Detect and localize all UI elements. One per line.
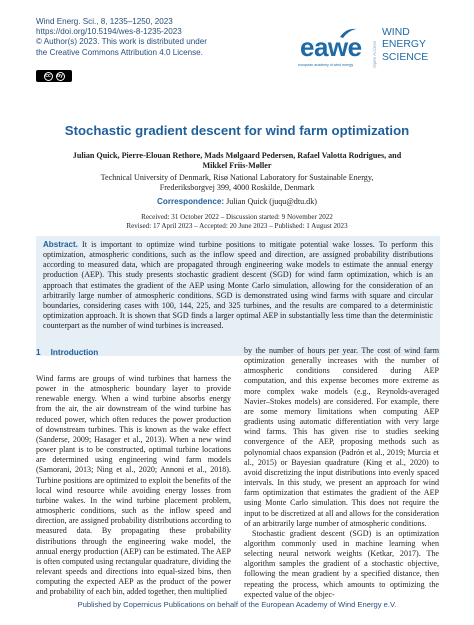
- publisher-footer: Published by Copernicus Publications on behalf of the European Academy of Wind Energy e.V.: [77, 600, 397, 609]
- correspondence-email[interactable]: Julian Quick (juqu@dtu.dk): [226, 197, 317, 206]
- correspondence: [0, 197, 474, 206]
- license-line: the Creative Commons Attribution 4.0 License.: [36, 47, 203, 57]
- abstract-body: It is important to optimize wind turbine positions to mitigate potential wake losses. To perform this optimization, atmospheric conditions, such as the inflow speed and direction, are assigned probability distributions according to measured data, which are propagated through engineering wake models to estimate the annual energy production (AEP). This study presents stochastic gradient descent (SGD) for wind farm optimization, which is an approach that estimates the gradient of the AEP using Monte Carlo simulation, allowing for the consideration of an arbitrarily large number of atmospheric conditions. SGD is demonstrated using wind farms with square and circular boundaries, considering cases with 100, 144, 225, and 325 turbines, and the results are compared to a deterministic optimization approach. It is shown that SGD finds a larger optimal AEP in substantially less time than the deterministic counterpart as the number of wind turbines is increased.: [43, 240, 433, 331]
- body-column-left: [36, 374, 231, 597]
- eawe-tagline: european academy of wind energy: [298, 63, 354, 67]
- section-title: Introduction: [50, 348, 99, 357]
- section-number: 1: [36, 348, 41, 357]
- author-list: Julian Quick, Pierre-Elouan Rethore, Mads Mølgaard Pedersen, Rafael Valotta Rodrigues, and Mikkel Friis-Møller: [72, 151, 402, 171]
- section-heading-introduction: [36, 348, 98, 357]
- journal-citation-block: [36, 17, 207, 58]
- affiliation: Technical University of Denmark, Risø National Laboratory for Sustainable Energy, Frederiksborgvej 399, 4000 Roskilde, Denmark: [100, 173, 374, 193]
- publication-dates: Received: 31 October 2022 – Discussion started: 9 November 2022 Revised: 17 April 2023 – Accepted: 20 June 2023 – Published: 1 August 2023: [126, 213, 348, 231]
- journal-name: WIND ENERGY SCIENCE: [382, 27, 429, 63]
- cc-by-license-badge[interactable]: [36, 70, 72, 82]
- eawe-wordmark: eawe: [300, 32, 362, 62]
- intro-paragraph-continued: by the number of hours per year. The cost of wind farm optimization generally increases with the number of atmospheric conditions considered during AEP computation, and this expense becomes more extreme as more complex wake models (e.g., Reynolds-averaged Navier–Stokes models) are considered. For example, there are some memory limitations when computing AEP gradients using automatic differentiation with very large wind farms. This has given rise to studies seeking convergence of the AEP, proposing methods such as polynomial chaos expansion (Padrón et al., 2019; Murcia et al., 2015) or Bayesian quadrature (King et al., 2020) to avoid discretizing the input distributions into evenly spaced intervals. In this study, we present an approach for wind farm optimization that estimates the gradient of the AEP using Monte Carlo simulation. This does not require the input to be discretized at all and allows for the consideration of an arbitrarily large number of atmospheric conditions.: [244, 346, 439, 528]
- eawe-journal-logo: [296, 26, 444, 86]
- by-icon: by: [57, 72, 63, 79]
- body-column-right: [244, 346, 439, 600]
- abstract-label: Abstract.: [43, 240, 78, 249]
- intro-paragraph-2: Stochastic gradient descent (SGD) is an optimization algorithm commonly used in machine learning when selecting neural network weights (Ketkar, 2017). The algorithm samples the gradient of a stochastic objective, following the mean gradient by a specified distance, then repeating the process, which amounts to optimizing the expected value of the objec-: [244, 528, 439, 599]
- intro-paragraph-1: Wind farms are groups of wind turbines that harness the power in the atmospheric boundary layer to provide renewable energy. When a wind turbine absorbs energy from the air, the air downstream of the wind turbine has reduced power, which often reduces the power production of downstream turbines. This is known as the wake effect (Sanderse, 2009; Hasager et al., 2013). When a new wind power plant is to be constructed, optimal turbine locations are determined using engineering wind farm models (Samorani, 2013; Ning et al., 2020; Annoni et al., 2018). Turbine positions are optimized to exploit the benefits of the local wind resource while avoiding energy losses from turbine wakes. In the wind turbine placement problem, atmospheric conditions, such as the inflow speed and direction, are assigned probability distributions according to measured data. By propagating these probability distributions through the engineering wake model, the annual energy production (AEP) can be estimated. The AEP is often computed using rectangular quadrature, dividing the relevant speeds and directions into equal-sized bins, then computing the expected AEP as the product of the power and probability of each bin, added together, then multiplied: [36, 374, 231, 597]
- doi-link[interactable]: https://doi.org/10.5194/wes-8-1235-2023: [36, 27, 182, 37]
- abstract-text: [43, 240, 433, 331]
- cc-icon: cc: [45, 72, 51, 79]
- abstract-box: [36, 236, 440, 356]
- open-access-label: Open Access: [372, 40, 377, 68]
- paper-title: Stochastic gradient descent for wind farm optimization: [64, 123, 410, 138]
- citation-line: Wind Energ. Sci., 8, 1235–1250, 2023: [36, 17, 173, 26]
- copyright-line: © Author(s) 2023. This work is distributed under: [36, 37, 207, 47]
- correspondence-label: Correspondence:: [157, 197, 225, 206]
